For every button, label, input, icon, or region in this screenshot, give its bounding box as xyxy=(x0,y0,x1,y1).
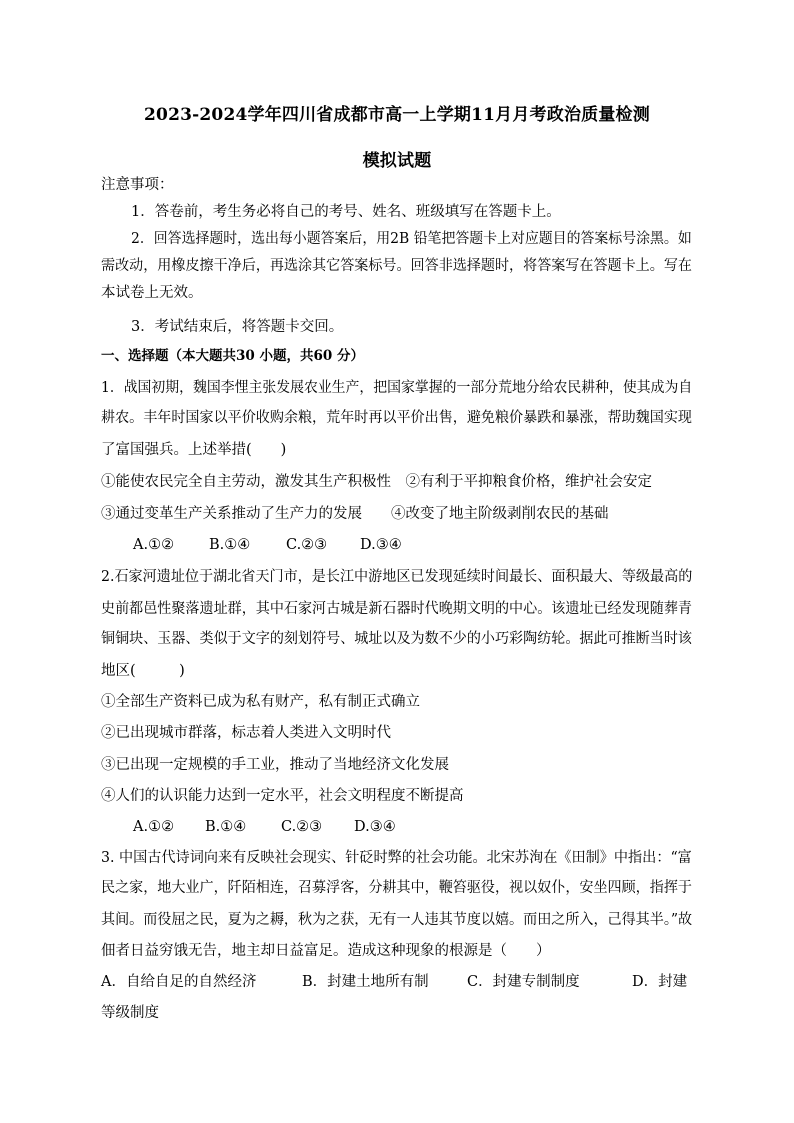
q1-statement-line: ①能使农民完全自主劳动，激发其生产积极性 ②有利于平抑粮食价格，维护社会安定 xyxy=(101,474,652,490)
q1-option-d: D.③④ xyxy=(360,537,402,553)
notes-line: 2．回答选择题时，选出每小题答案后，用2B 铅笔把答题卡上对应题目的答案标号涂黑。如 xyxy=(131,231,692,247)
q2-statement-line: ②已出现城市群落，标志着人类进入文明时代 xyxy=(101,725,391,741)
notes-line: 1．答卷前，考生务必将自己的考号、姓名、班级填写在答题卡上。 xyxy=(131,204,561,220)
section-heading: 一、选择题（本大题共30 小题，共60 分） xyxy=(101,348,364,364)
q1-stem-line: 了富国强兵。上述举措( ) xyxy=(101,442,287,458)
q2-option-b: B.①④ xyxy=(205,819,247,835)
q2-stem-line: 地区( ) xyxy=(101,663,185,679)
q2-stem-line: 史前都邑性聚落遗址群，其中石家河古城是新石器时代晚期文明的中心。该遗址已经发现随葬青 xyxy=(101,601,692,617)
q3-option-b: B．封建土地所有制 xyxy=(302,974,429,990)
q2-option-d: D.③④ xyxy=(354,819,396,835)
exam-subtitle: 模拟试题 xyxy=(362,151,432,171)
q1-option-c: C.②③ xyxy=(286,537,328,553)
q1-option-b: B.①④ xyxy=(209,537,251,553)
notes-line: 需改动，用橡皮擦干净后，再选涂其它答案标号。回答非选择题时，将答案写在答题卡上。写在 xyxy=(101,258,692,274)
q3-stem-line: 民之家，地大业广，阡陌相连，召募浮客，分耕其中，鞭笞驱役，视以奴仆，安坐四顾，指挥于 xyxy=(101,880,692,896)
q2-stem-line: 2.石家河遗址位于湖北省天门市，是长江中游地区已发现延续时间最长、面积最大、等级最高的 xyxy=(101,569,693,585)
q2-stem-line: 铜铜块、玉器、类似于文字的刻划符号、城址以及为数不少的小巧彩陶纺轮。据此可推断当时该 xyxy=(101,631,692,647)
q2-statement-line: ④人们的认识能力达到一定水平，社会文明程度不断提高 xyxy=(101,788,464,804)
q3-option-d-continuation: 等级制度 xyxy=(101,1005,159,1021)
q2-statement-line: ③已出现一定规模的手工业，推动了当地经济文化发展 xyxy=(101,757,449,773)
q3-option-d: D．封建 xyxy=(632,974,688,990)
exam-title: 2023-2024学年四川省成都市高一上学期11月月考政治质量检测 xyxy=(144,105,650,125)
q2-statement-line: ①全部生产资料已成为私有财产，私有制正式确立 xyxy=(101,694,420,710)
q3-stem-line: 3. 中国古代诗词向来有反映社会现实、针砭时弊的社会功能。北宋苏洵在《田制》中指出：“富 xyxy=(101,850,692,866)
notes-line: 3．考试结束后，将答题卡交回。 xyxy=(131,319,344,335)
q1-stem-line: 耕农。丰年时国家以平价收购余粮，荒年时再以平价出售，避免粮价暴跌和暴涨，帮助魏国实现 xyxy=(101,410,692,426)
q3-stem-line: 其间。而役屈之民，夏为之耨，秋为之获，无有一人违其节度以嬉。而田之所入，己得其半。”故 xyxy=(101,912,693,928)
q1-stem-line: 1．战国初期，魏国李悝主张发展农业生产，把国家掌握的一部分荒地分给农民耕种，使其成为自 xyxy=(101,380,693,396)
q2-option-c: C.②③ xyxy=(281,819,323,835)
q3-option-c: C．封建专制制度 xyxy=(467,974,580,990)
q1-statement-line: ③通过变革生产关系推动了生产力的发展 ④改变了地主阶级剥削农民的基础 xyxy=(101,506,609,522)
q3-stem-line: 佃者日益穷饿无告，地主却日益富足。造成这种现象的根源是（ ） xyxy=(101,943,551,959)
q1-option-a: A.①② xyxy=(133,537,175,553)
notes-heading: 注意事项： xyxy=(101,177,174,193)
notes-line: 本试卷上无效。 xyxy=(101,285,203,301)
q2-option-a: A.①② xyxy=(133,819,175,835)
q3-option-a: A．自给自足的自然经济 xyxy=(101,974,257,990)
